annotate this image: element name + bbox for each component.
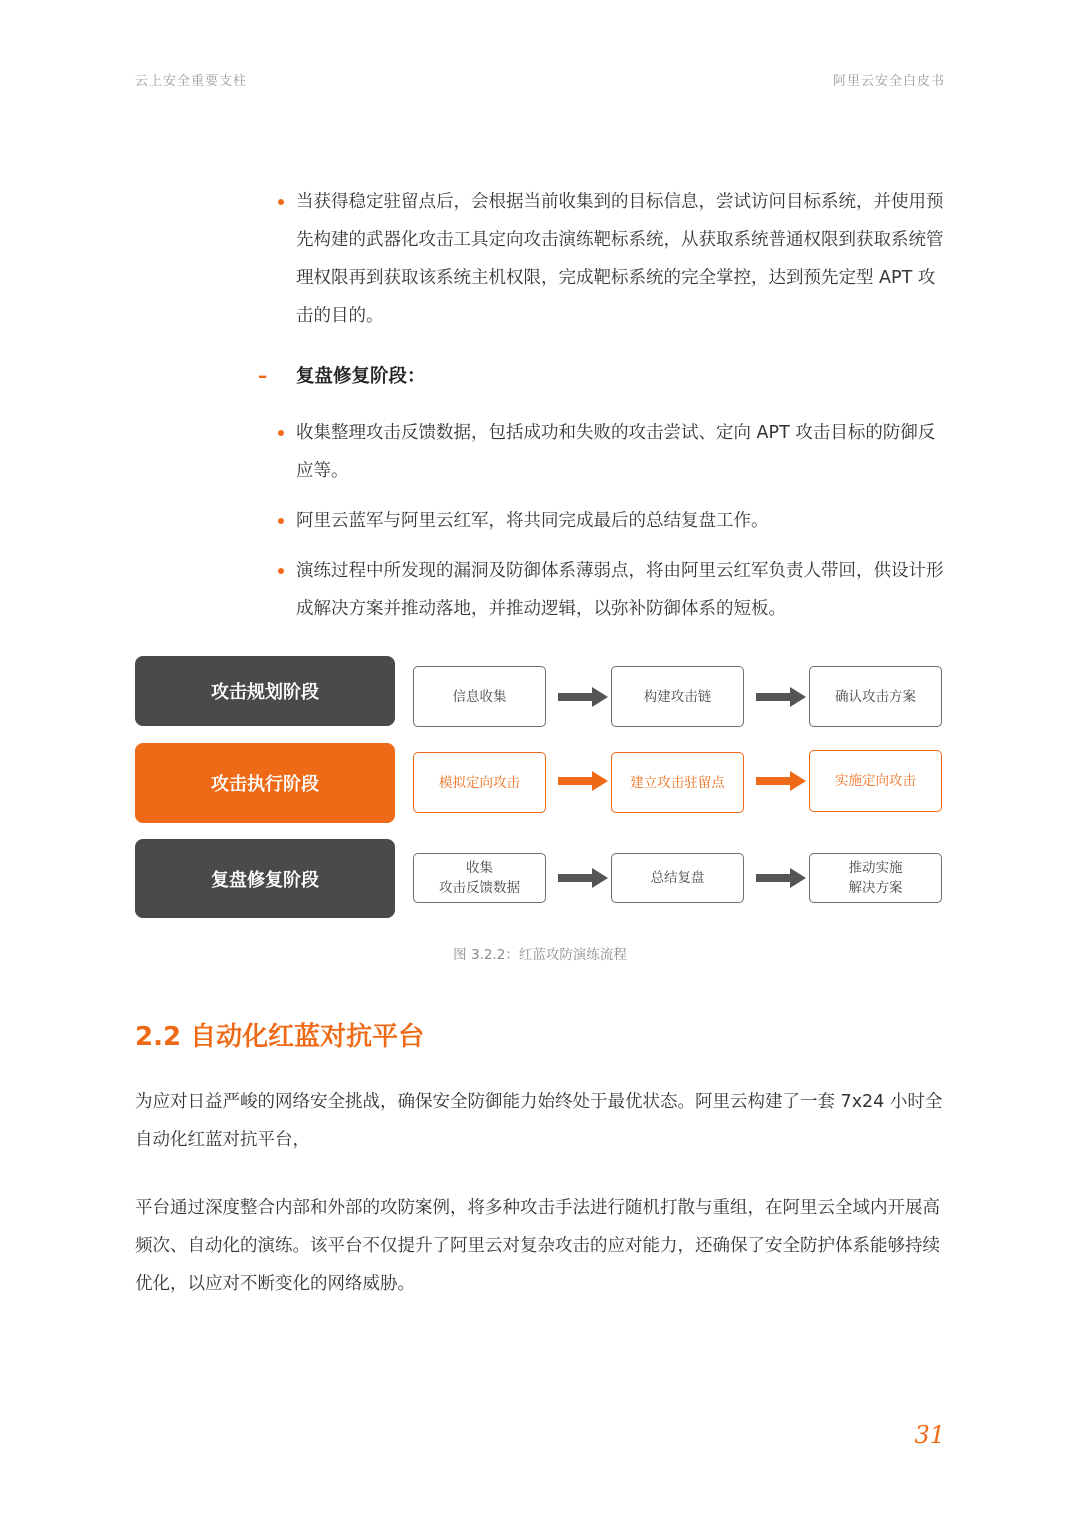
subsection-heading xyxy=(258,362,426,388)
bullet-dot-icon xyxy=(278,199,284,205)
bullet-text: 当获得稳定驻留点后，会根据当前收集到的目标信息，尝试访问目标系统，并使用预先构建的武器化攻击工具定向攻击演练靶标系统，从获取系统普通权限到获取系统管理权限再到获取该系统主机权限，完成靶标系统的完全掌控，达到预先定型 APT 攻击的目的。 xyxy=(296,192,944,326)
running-header-left: 云上安全重要支柱 xyxy=(135,74,248,89)
bullet-item xyxy=(278,552,946,628)
running-header-right: 阿里云安全白皮书 xyxy=(832,74,945,89)
section-paragraph: 为应对日益严峻的网络安全挑战，确保安全防御能力始终处于最优状态。阿里云构建了一套 7x24 小时全自动化红蓝对抗平台， xyxy=(135,1092,943,1150)
phase-planning: 攻击规划阶段 xyxy=(135,656,395,726)
step-build-attack-chain: 构建攻击链 xyxy=(611,666,744,727)
dash-icon: – xyxy=(258,366,268,387)
arrow-right-icon xyxy=(558,868,608,888)
bullet-item xyxy=(278,414,946,490)
step-confirm-attack-plan: 确认攻击方案 xyxy=(809,666,942,727)
bullet-list-attack-execution xyxy=(278,183,946,335)
step-establish-foothold: 建立攻击驻留点 xyxy=(611,752,744,813)
bullet-dot-icon xyxy=(278,568,284,574)
bullet-item xyxy=(278,502,946,540)
phase-review: 复盘修复阶段 xyxy=(135,839,395,918)
bullet-list-review xyxy=(278,414,946,640)
arrow-right-icon xyxy=(756,771,806,791)
phase-execution: 攻击执行阶段 xyxy=(135,743,395,823)
subsection-title: 复盘修复阶段： xyxy=(296,366,426,387)
bullet-text: 收集整理攻击反馈数据，包括成功和失败的攻击尝试、定向 APT 攻击目标的防御反应等。 xyxy=(296,423,936,481)
arrow-right-icon xyxy=(756,868,806,888)
arrow-right-icon xyxy=(558,687,608,707)
step-info-collection: 信息收集 xyxy=(413,666,546,727)
arrow-right-icon xyxy=(558,771,608,791)
step-simulate-targeted-attack: 模拟定向攻击 xyxy=(413,752,546,813)
step-summary-review: 总结复盘 xyxy=(611,853,744,903)
bullet-text: 演练过程中所发现的漏洞及防御体系薄弱点，将由阿里云红军负责人带回，供设计形成解决方案并推动落地，并推动逻辑，以弥补防御体系的短板。 xyxy=(296,561,944,619)
bullet-text: 阿里云蓝军与阿里云红军，将共同完成最后的总结复盘工作。 xyxy=(296,511,769,531)
page-number: 31 xyxy=(914,1421,945,1449)
arrow-right-icon xyxy=(756,687,806,707)
section-title: 2.2 自动化红蓝对抗平台 xyxy=(135,1022,425,1052)
section-paragraph: 平台通过深度整合内部和外部的攻防案例，将多种攻击手法进行随机打散与重组，在阿里云全域内开展高频次、自动化的演练。该平台不仅提升了阿里云对复杂攻击的应对能力，还确保了安全防护体系能够持续优化，以应对不断变化的网络威胁。 xyxy=(135,1198,940,1294)
step-implement-solution: 推动实施 解决方案 xyxy=(809,853,942,903)
step-collect-feedback: 收集 攻击反馈数据 xyxy=(413,853,546,903)
red-blue-exercise-flow-diagram xyxy=(135,656,945,921)
bullet-item xyxy=(278,183,946,335)
step-execute-targeted-attack: 实施定向攻击 xyxy=(809,750,942,812)
bullet-dot-icon xyxy=(278,430,284,436)
bullet-dot-icon xyxy=(278,518,284,524)
figure-caption: 图 3.2.2：红蓝攻防演练流程 xyxy=(453,947,627,963)
